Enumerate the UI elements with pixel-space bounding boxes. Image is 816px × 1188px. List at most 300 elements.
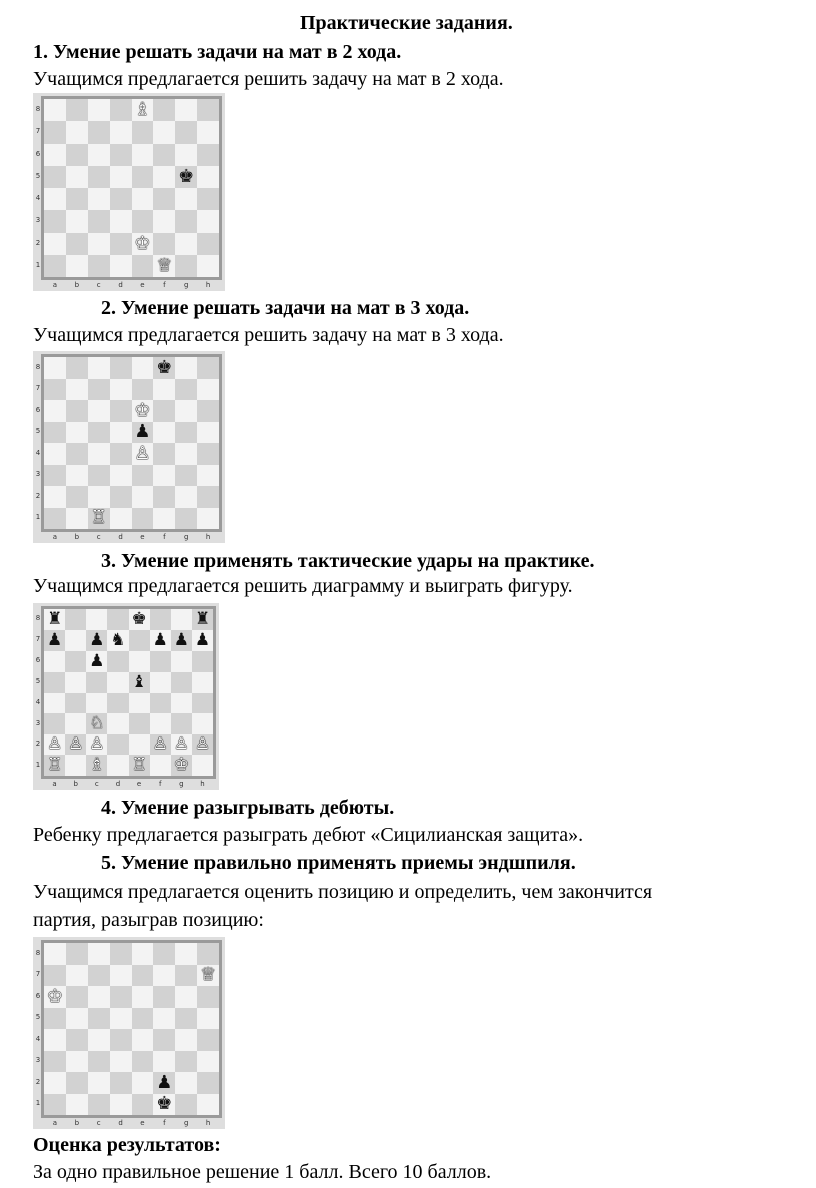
square-e8 (129, 609, 150, 630)
evaluation-heading: Оценка результатов: (33, 1134, 221, 1156)
square-f6 (153, 144, 175, 166)
square-c8 (88, 99, 110, 121)
square-a6 (44, 986, 66, 1008)
file-label: d (118, 533, 123, 541)
square-c4 (86, 693, 107, 714)
square-e4 (132, 188, 154, 210)
square-d7 (110, 379, 132, 401)
rank-label: 2 (35, 238, 41, 247)
square-c3 (86, 713, 107, 734)
square-d6 (110, 144, 132, 166)
square-d5 (110, 422, 132, 444)
black-pawn-icon: ♟ (194, 629, 211, 650)
square-d5 (107, 672, 128, 693)
square-d5 (110, 1008, 132, 1030)
square-h8 (197, 99, 219, 121)
rank-label: 3 (35, 470, 41, 479)
square-d2 (107, 734, 128, 755)
rank-label: 8 (35, 948, 41, 957)
black-king-icon: ♚ (131, 608, 147, 629)
square-e3 (132, 210, 154, 232)
square-e3 (132, 1051, 154, 1073)
square-g5 (171, 672, 192, 693)
square-h5 (197, 166, 219, 188)
section-3-heading: 3. Умение применять тактические удары на практике. (101, 550, 595, 572)
square-a8 (44, 943, 66, 965)
board-grid (44, 357, 219, 529)
square-e6 (132, 986, 154, 1008)
square-h6 (197, 144, 219, 166)
square-e5 (132, 422, 154, 444)
square-h4 (197, 1029, 219, 1051)
square-g6 (171, 651, 192, 672)
square-h3 (197, 465, 219, 487)
square-d4 (110, 1029, 132, 1051)
square-b2 (66, 233, 88, 255)
square-f1 (153, 508, 175, 530)
square-b6 (65, 651, 86, 672)
board-grid (44, 943, 219, 1115)
black-pawn-icon: ♟ (89, 650, 105, 671)
square-d7 (107, 630, 128, 651)
square-f5 (153, 1008, 175, 1030)
page-title: Практические задания. (300, 12, 513, 34)
white-pawn-icon: ♙ (46, 734, 63, 755)
square-d4 (110, 443, 132, 465)
square-f6 (153, 986, 175, 1008)
white-king-icon: ♔ (134, 399, 151, 421)
square-g3 (175, 465, 197, 487)
square-g2 (171, 734, 192, 755)
file-label: c (96, 281, 101, 289)
square-d8 (110, 99, 132, 121)
square-e7 (132, 121, 154, 143)
rank-label: 8 (35, 362, 41, 371)
square-c4 (88, 443, 110, 465)
file-label: a (52, 1119, 58, 1127)
square-a1 (44, 755, 65, 776)
square-a2 (44, 233, 66, 255)
square-a1 (44, 1094, 66, 1116)
square-c6 (86, 651, 107, 672)
square-d3 (110, 210, 132, 232)
square-g7 (175, 379, 197, 401)
square-b1 (66, 1094, 88, 1116)
square-f1 (153, 1094, 175, 1116)
square-a7 (44, 121, 66, 143)
rank-label: 4 (35, 194, 41, 203)
square-e4 (132, 443, 154, 465)
square-f5 (150, 672, 171, 693)
square-e3 (132, 465, 154, 487)
square-d7 (110, 965, 132, 987)
rank-label: 7 (35, 970, 41, 979)
square-f2 (153, 233, 175, 255)
square-d4 (110, 188, 132, 210)
square-c4 (88, 188, 110, 210)
square-e2 (132, 233, 154, 255)
square-e7 (129, 630, 150, 651)
rank-label: 8 (35, 614, 41, 623)
square-b8 (66, 99, 88, 121)
square-b2 (65, 734, 86, 755)
square-c3 (88, 210, 110, 232)
rank-label: 6 (35, 405, 41, 414)
square-c5 (88, 166, 110, 188)
rank-label: 5 (35, 427, 41, 436)
file-label: h (205, 533, 211, 541)
file-label: f (163, 281, 166, 289)
square-g6 (175, 986, 197, 1008)
square-c3 (88, 1051, 110, 1073)
square-h3 (197, 1051, 219, 1073)
chess-diagram-3 (33, 603, 219, 790)
rank-label: 3 (35, 216, 41, 225)
square-b1 (66, 508, 88, 530)
square-g1 (175, 255, 197, 277)
square-a1 (44, 508, 66, 530)
square-h6 (197, 400, 219, 422)
white-king-icon: ♔ (134, 232, 151, 254)
rank-label: 2 (35, 1077, 41, 1086)
square-h5 (197, 1008, 219, 1030)
white-queen-icon: ♕ (199, 964, 217, 986)
white-rook-icon: ♖ (90, 507, 107, 529)
square-a5 (44, 422, 66, 444)
square-e3 (129, 713, 150, 734)
white-rook-icon: ♖ (46, 755, 63, 776)
square-e1 (132, 1094, 154, 1116)
white-rook-icon: ♖ (131, 755, 147, 776)
square-f1 (150, 755, 171, 776)
square-f4 (153, 188, 175, 210)
black-pawn-icon: ♟ (134, 421, 151, 443)
square-e6 (132, 144, 154, 166)
square-g3 (175, 1051, 197, 1073)
square-g2 (175, 233, 197, 255)
square-f7 (153, 965, 175, 987)
square-g3 (171, 713, 192, 734)
square-c7 (88, 121, 110, 143)
square-a5 (44, 672, 65, 693)
square-h8 (197, 357, 219, 379)
section-2-text: Учащимся предлагается решить задачу на мат в 3 хода. (33, 324, 504, 346)
square-h4 (192, 693, 213, 714)
square-a5 (44, 1008, 66, 1030)
square-h4 (197, 188, 219, 210)
square-d8 (110, 357, 132, 379)
square-c2 (88, 1072, 110, 1094)
square-a6 (44, 651, 65, 672)
black-pawn-icon: ♟ (173, 629, 189, 650)
square-b4 (66, 1029, 88, 1051)
square-g8 (175, 943, 197, 965)
square-d2 (110, 486, 132, 508)
square-d2 (110, 233, 132, 255)
square-b3 (66, 1051, 88, 1073)
square-f5 (153, 422, 175, 444)
file-label: g (183, 281, 189, 289)
square-c5 (88, 422, 110, 444)
file-label: f (158, 780, 162, 788)
square-c8 (86, 609, 107, 630)
file-label: b (74, 1119, 80, 1127)
rank-label: 1 (35, 260, 41, 269)
square-f4 (150, 693, 171, 714)
square-c5 (86, 672, 107, 693)
file-label: g (183, 533, 189, 541)
square-a8 (44, 357, 66, 379)
square-h2 (197, 233, 219, 255)
square-b3 (66, 210, 88, 232)
black-pawn-icon: ♟ (156, 1071, 173, 1093)
square-a2 (44, 734, 65, 755)
white-bishop-icon: ♗ (134, 99, 151, 121)
square-h6 (197, 986, 219, 1008)
square-g7 (171, 630, 192, 651)
square-e2 (132, 486, 154, 508)
square-b4 (66, 443, 88, 465)
square-b4 (66, 188, 88, 210)
black-pawn-icon: ♟ (89, 629, 105, 650)
square-g3 (175, 210, 197, 232)
square-e8 (132, 943, 154, 965)
square-e2 (132, 1072, 154, 1094)
square-f8 (153, 99, 175, 121)
square-b7 (66, 121, 88, 143)
square-c6 (88, 144, 110, 166)
square-g1 (175, 508, 197, 530)
square-e6 (129, 651, 150, 672)
square-f8 (153, 943, 175, 965)
square-e1 (132, 508, 154, 530)
white-pawn-icon: ♙ (134, 442, 151, 464)
file-label: a (52, 780, 57, 788)
file-label: f (163, 1119, 166, 1127)
black-bishop-icon: ♝ (131, 671, 147, 692)
square-d6 (110, 400, 132, 422)
file-label: d (118, 1119, 123, 1127)
file-label: c (96, 533, 101, 541)
square-a3 (44, 210, 66, 232)
square-d4 (107, 693, 128, 714)
file-label: h (200, 780, 205, 788)
square-d3 (107, 713, 128, 734)
rank-label: 7 (35, 384, 41, 393)
white-pawn-icon: ♙ (89, 734, 105, 755)
square-h1 (197, 1094, 219, 1116)
square-b5 (65, 672, 86, 693)
square-f3 (150, 713, 171, 734)
section-1-heading: 1. Умение решать задачи на мат в 2 хода. (33, 41, 402, 63)
square-f2 (150, 734, 171, 755)
square-h3 (197, 210, 219, 232)
white-pawn-icon: ♙ (173, 734, 189, 755)
white-knight-icon: ♘ (89, 713, 105, 734)
white-king-icon: ♔ (173, 755, 189, 776)
file-label: e (140, 533, 145, 541)
square-d3 (110, 465, 132, 487)
square-c2 (88, 486, 110, 508)
square-c7 (88, 965, 110, 987)
file-label: d (118, 281, 123, 289)
square-c1 (88, 1094, 110, 1116)
section-4-heading: 4. Умение разыгрывать дебюты. (101, 797, 395, 819)
square-c1 (88, 508, 110, 530)
square-f5 (153, 166, 175, 188)
square-b7 (65, 630, 86, 651)
square-h2 (197, 486, 219, 508)
square-g2 (175, 486, 197, 508)
rank-label: 4 (35, 697, 41, 706)
square-f1 (153, 255, 175, 277)
square-g1 (175, 1094, 197, 1116)
square-a6 (44, 144, 66, 166)
chess-diagram-2 (33, 351, 225, 543)
evaluation-text: За одно правильное решение 1 балл. Всего 10 баллов. (33, 1161, 492, 1183)
square-h6 (192, 651, 213, 672)
rank-label: 4 (35, 448, 41, 457)
white-pawn-icon: ♙ (194, 734, 211, 755)
square-g4 (175, 188, 197, 210)
white-pawn-icon: ♙ (68, 734, 84, 755)
square-c6 (88, 400, 110, 422)
file-label: c (94, 780, 99, 788)
square-a3 (44, 465, 66, 487)
square-b2 (66, 486, 88, 508)
file-label: g (179, 780, 184, 788)
file-label: f (163, 533, 166, 541)
square-g8 (175, 357, 197, 379)
square-f4 (153, 1029, 175, 1051)
square-e8 (132, 357, 154, 379)
square-f2 (153, 1072, 175, 1094)
square-f7 (153, 121, 175, 143)
square-f8 (150, 609, 171, 630)
rank-label: 6 (35, 149, 41, 158)
square-h2 (197, 1072, 219, 1094)
square-h1 (197, 508, 219, 530)
rank-label: 5 (35, 677, 41, 686)
square-b1 (65, 755, 86, 776)
square-g6 (175, 400, 197, 422)
square-g8 (175, 99, 197, 121)
square-h5 (197, 422, 219, 444)
square-b5 (66, 166, 88, 188)
square-g4 (175, 443, 197, 465)
square-f3 (153, 210, 175, 232)
square-e1 (132, 255, 154, 277)
square-a1 (44, 255, 66, 277)
file-label: e (136, 780, 142, 788)
square-e5 (132, 166, 154, 188)
white-queen-icon: ♕ (156, 254, 173, 276)
square-g2 (175, 1072, 197, 1094)
square-f3 (153, 465, 175, 487)
rank-label: 5 (35, 171, 41, 180)
square-h8 (192, 609, 213, 630)
square-c7 (86, 630, 107, 651)
square-d6 (110, 986, 132, 1008)
square-c4 (88, 1029, 110, 1051)
rank-label: 7 (35, 635, 41, 644)
square-b5 (66, 422, 88, 444)
square-a4 (44, 188, 66, 210)
square-a2 (44, 1072, 66, 1094)
section-2-heading: 2. Умение решать задачи на мат в 3 хода. (101, 297, 470, 319)
rank-label: 8 (35, 105, 41, 114)
section-5-text-line-2: партия, разыграв позицию: (33, 909, 264, 931)
square-h1 (197, 255, 219, 277)
black-king-icon: ♚ (178, 165, 195, 187)
file-label: a (52, 281, 58, 289)
square-b8 (66, 943, 88, 965)
file-label: g (183, 1119, 189, 1127)
rank-label: 4 (35, 1034, 41, 1043)
square-h7 (197, 965, 219, 987)
section-5-text-line-1: Учащимся предлагается оценить позицию и определить, чем закончится (33, 881, 653, 903)
square-f2 (153, 486, 175, 508)
square-c8 (88, 943, 110, 965)
square-b1 (66, 255, 88, 277)
chess-diagram-1 (33, 93, 225, 291)
square-g7 (175, 965, 197, 987)
section-5-heading: 5. Умение правильно применять приемы эндшпиля. (101, 852, 576, 874)
square-d1 (110, 255, 132, 277)
square-h3 (192, 713, 213, 734)
square-a7 (44, 965, 66, 987)
square-g5 (175, 422, 197, 444)
square-d8 (107, 609, 128, 630)
square-f7 (153, 379, 175, 401)
rank-label: 2 (35, 491, 41, 500)
square-d1 (110, 508, 132, 530)
square-b7 (66, 379, 88, 401)
square-b6 (66, 144, 88, 166)
square-a3 (44, 713, 65, 734)
file-label: e (140, 1119, 145, 1127)
section-3-text: Учащимся предлагается решить диаграмму и выиграть фигуру. (33, 575, 573, 597)
square-g5 (175, 1008, 197, 1030)
black-king-icon: ♚ (156, 356, 173, 378)
square-b6 (66, 986, 88, 1008)
square-e7 (132, 965, 154, 987)
square-c3 (88, 465, 110, 487)
chess-diagram-4 (33, 937, 225, 1129)
square-b8 (66, 357, 88, 379)
file-label: h (205, 1119, 211, 1127)
square-e5 (129, 672, 150, 693)
square-e6 (132, 400, 154, 422)
square-h5 (192, 672, 213, 693)
square-b7 (66, 965, 88, 987)
square-e4 (129, 693, 150, 714)
square-b6 (66, 400, 88, 422)
square-f4 (153, 443, 175, 465)
square-e2 (129, 734, 150, 755)
square-g4 (171, 693, 192, 714)
square-a5 (44, 166, 66, 188)
black-pawn-icon: ♟ (46, 629, 63, 650)
square-d7 (110, 121, 132, 143)
rank-label: 6 (35, 991, 41, 1000)
square-g7 (175, 121, 197, 143)
black-pawn-icon: ♟ (152, 629, 168, 650)
board-grid (44, 99, 219, 277)
square-d3 (110, 1051, 132, 1073)
square-a8 (44, 99, 66, 121)
square-b5 (66, 1008, 88, 1030)
